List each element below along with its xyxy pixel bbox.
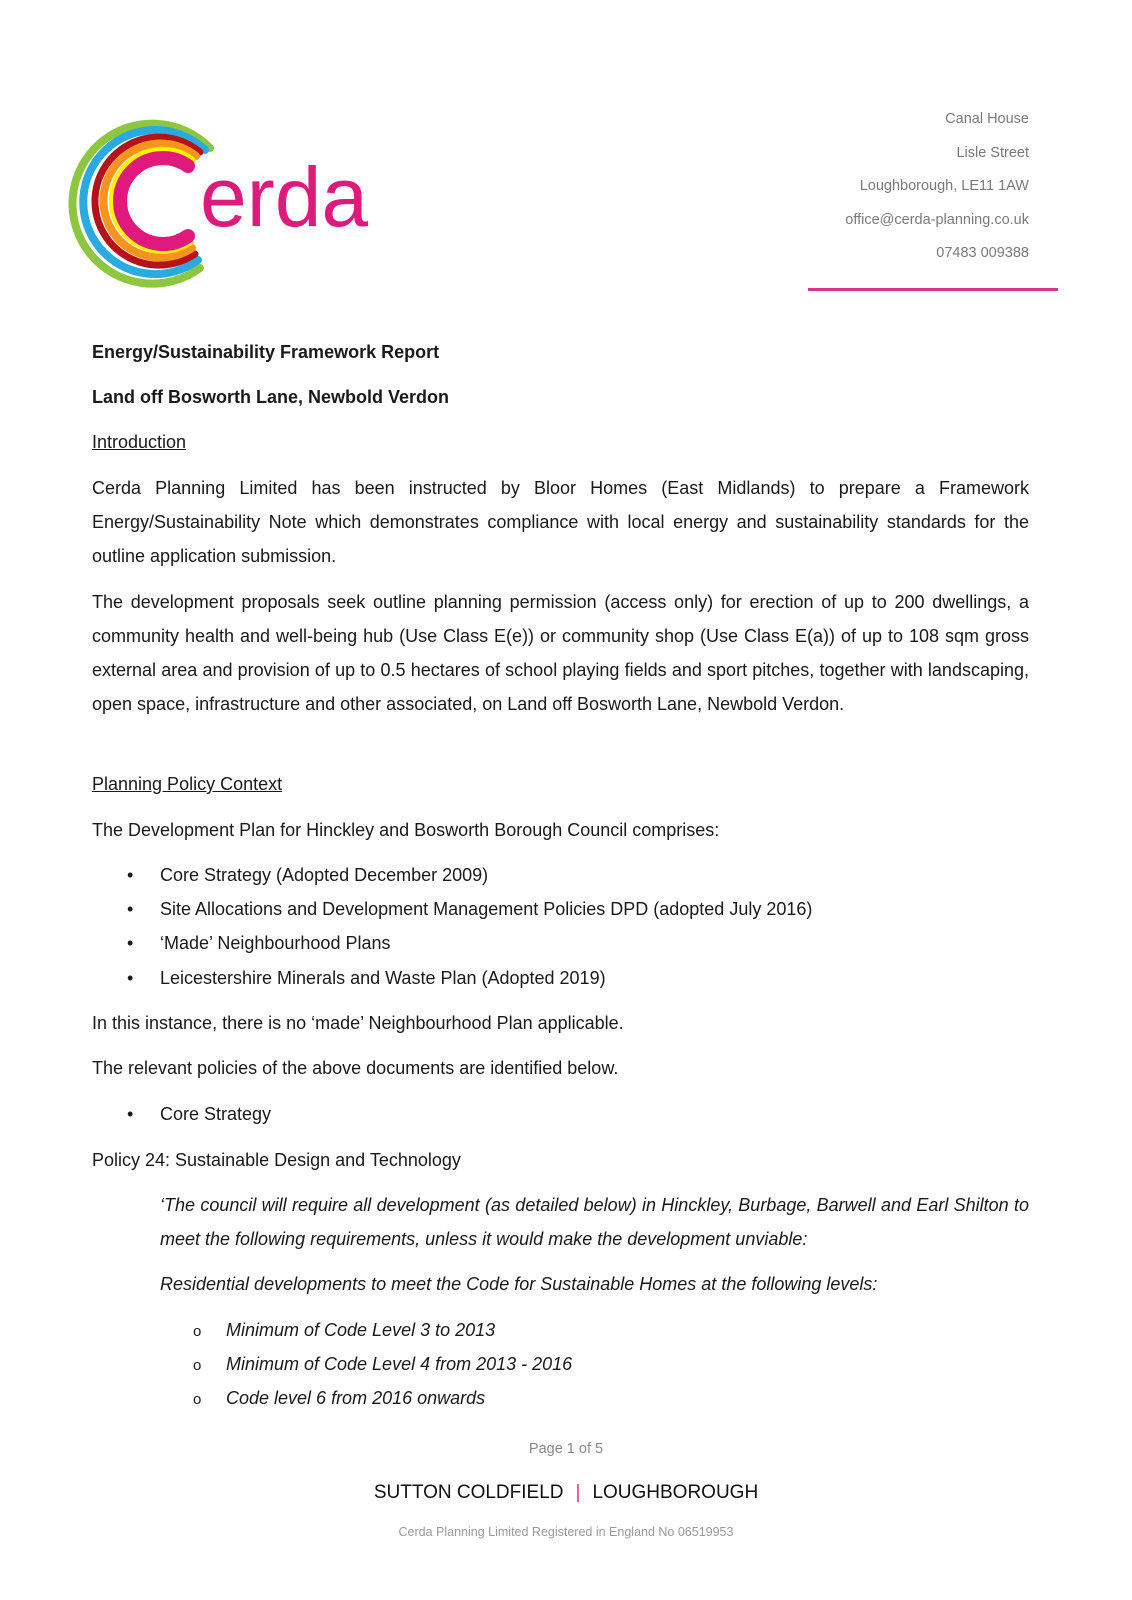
plan-list-item: • Site Allocations and Development Management Policies DPD (adopted July 2016) xyxy=(127,899,813,919)
company-address xyxy=(845,108,1029,276)
heading-planning-policy: Planning Policy Context xyxy=(92,774,283,794)
heading-introduction: Introduction xyxy=(92,432,187,452)
svg-text:erda: erda xyxy=(200,150,369,244)
item-text: Minimum of Code Level 4 from 2013 - 2016 xyxy=(226,1354,573,1374)
phone: 07483 009388 xyxy=(936,245,1029,261)
item-text: Site Allocations and Development Management Policies DPD (adopted July 2016) xyxy=(160,899,813,919)
footer-offices xyxy=(0,1482,1132,1504)
cerda-logo xyxy=(60,108,410,293)
address-line: Canal House xyxy=(945,111,1029,127)
intro-paragraph-1: Cerda Planning Limited has been instructed by Bloor Homes (East Midlands) to prepare a Framework Energy/Sustainability Note which demonstrates compliance with local energy and sustainability standards for the outline application submission. xyxy=(92,478,1029,566)
email: office@cerda-planning.co.uk xyxy=(845,211,1029,228)
policy-quote-2: Residential developments to meet the Code for Sustainable Homes at the following levels: xyxy=(160,1274,878,1294)
no-plan-text: In this instance, there is no ‘made’ Neighbourhood Plan applicable. xyxy=(92,1013,624,1033)
item-text: Minimum of Code Level 3 to 2013 xyxy=(226,1320,496,1340)
policy-24-heading: Policy 24: Sustainable Design and Technology xyxy=(92,1150,461,1170)
item-text: Leicestershire Minerals and Waste Plan (Adopted 2019) xyxy=(160,968,606,988)
policy-quote-1: ‘The council will require all development (as detailed below) in Hinckley, Burbage, Barwell and Earl Shilton to meet the following requirements, unless it would make the development unviable: xyxy=(160,1195,1029,1249)
item-text: Code level 6 from 2016 onwards xyxy=(226,1388,486,1408)
office-city: SUTTON COLDFIELD xyxy=(373,1482,564,1503)
report-title: Energy/Sustainability Framework Report xyxy=(92,342,440,362)
intro-paragraph-2: The development proposals seek outline planning permission (access only) for erection of up to 200 dwellings, a community health and well-being hub (Use Class E(e)) or community shop (Use Class E(a)) of up to 108 sqm gross external area and provision of up to 0.5 hectares of school playing fields and sport pitches, together with landscaping, open space, infrastructure and other associated, on Land off Bosworth Lane, Newbold Verdon. xyxy=(92,592,1029,714)
address-line: Lisle Street xyxy=(956,144,1029,161)
policy-intro: The Development Plan for Hinckley and Bosworth Borough Council comprises: xyxy=(92,820,720,840)
separator: | xyxy=(575,1482,581,1503)
relevant-text: The relevant policies of the above documents are identified below. xyxy=(92,1058,619,1078)
plan-list-item: • Leicestershire Minerals and Waste Plan (Adopted 2019) xyxy=(127,968,606,988)
code-level-item: o Code level 6 from 2016 onwards xyxy=(193,1388,486,1408)
page-number: Page 1 of 5 xyxy=(528,1441,604,1457)
plan-list-item: • Core Strategy (Adopted December 2009) xyxy=(127,865,489,885)
address-line: Loughborough, LE11 1AW xyxy=(859,178,1029,194)
core-strategy-item: • Core Strategy xyxy=(127,1104,272,1124)
item-text: ‘Made’ Neighbourhood Plans xyxy=(160,933,391,953)
company-registration: Cerda Planning Limited Registered in England No 06519953 xyxy=(398,1525,734,1539)
item-text: Core Strategy (Adopted December 2009) xyxy=(160,865,489,885)
code-level-item: o Minimum of Code Level 4 from 2013 - 2016 xyxy=(193,1354,573,1374)
report-subtitle: Land off Bosworth Lane, Newbold Verdon xyxy=(92,387,450,407)
header-divider xyxy=(808,288,1058,291)
office-city: LOUGHBOROUGH xyxy=(592,1482,759,1503)
code-level-item: o Minimum of Code Level 3 to 2013 xyxy=(193,1320,496,1340)
item-text: Core Strategy xyxy=(160,1104,272,1124)
plan-list-item: • ‘Made’ Neighbourhood Plans xyxy=(127,933,391,953)
